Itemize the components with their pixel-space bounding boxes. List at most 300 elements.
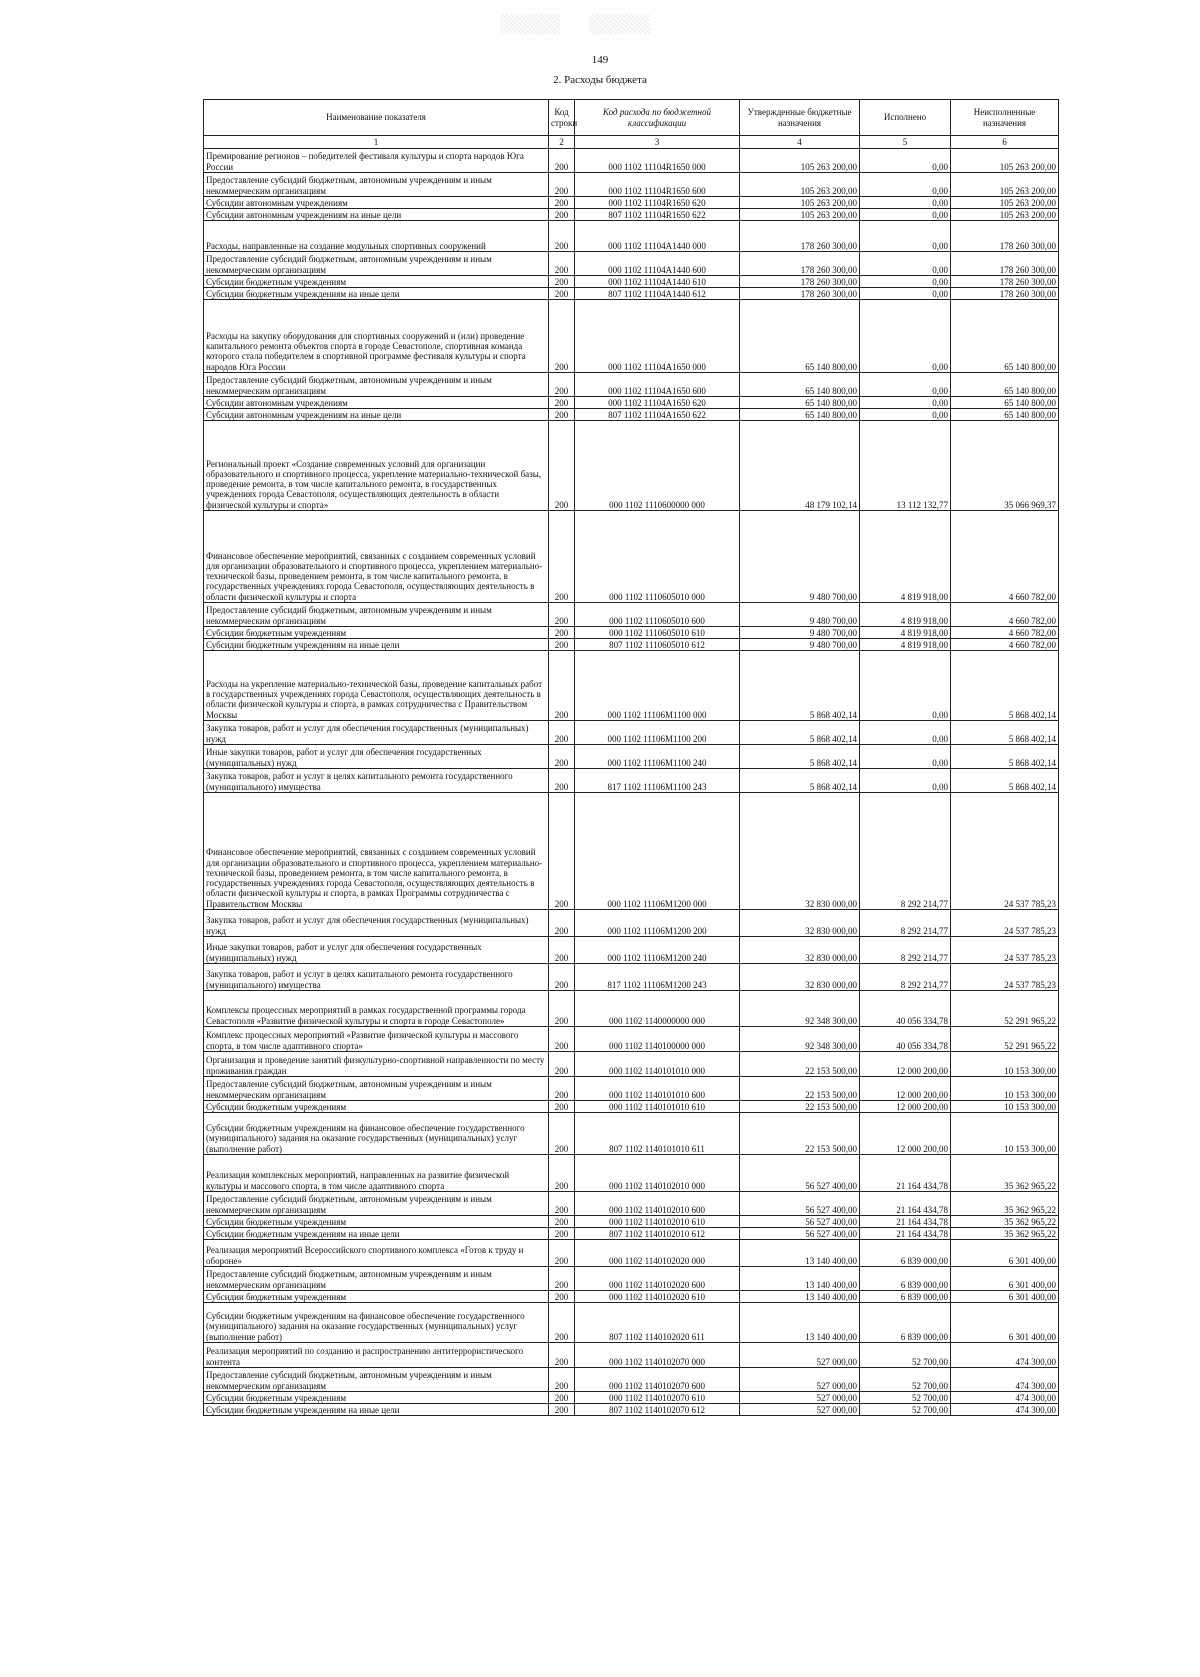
row-approved: 527 000,00 bbox=[740, 1368, 860, 1392]
row-budget-code: 000 1102 1140100000 000 bbox=[575, 1027, 740, 1052]
table-row bbox=[204, 991, 1059, 1027]
row-name: Комплекс процессных мероприятий «Развитие физической культуры и массового спорта, в том числе адаптивного спорта» bbox=[204, 1027, 549, 1052]
row-approved: 65 140 800,00 bbox=[740, 373, 860, 397]
row-unexecuted: 10 153 300,00 bbox=[951, 1077, 1059, 1101]
table-row bbox=[204, 300, 1059, 373]
row-unexecuted: 5 868 402,14 bbox=[951, 745, 1059, 769]
row-name: Субсидии автономным учреждениям на иные цели bbox=[204, 209, 549, 221]
row-approved: 527 000,00 bbox=[740, 1343, 860, 1368]
table-row bbox=[204, 288, 1059, 300]
row-line-code: 200 bbox=[549, 745, 575, 769]
row-executed: 52 700,00 bbox=[860, 1368, 951, 1392]
row-executed: 0,00 bbox=[860, 769, 951, 793]
row-executed: 6 839 000,00 bbox=[860, 1267, 951, 1291]
row-name: Расходы на закупку оборудования для спортивных сооружений и (или) проведение капитального ремонта объектов спорта в городе Севастополе, спортивная команда которого стала победителем в спортивной программе фестиваля культуры и спорта народов Юга России bbox=[204, 300, 549, 373]
row-executed: 4 819 918,00 bbox=[860, 603, 951, 627]
row-name: Региональный проект «Создание современных условий для организации образовательного и спортивного процесса, укрепление материально-технической базы, проведение ремонта, в том числе капитального ремонта, в государственных учреждениях города Севастополя, осуществляющих деятельность в области физической культуры и спорта» bbox=[204, 421, 549, 511]
row-line-code: 200 bbox=[549, 1392, 575, 1404]
table-row bbox=[204, 1303, 1059, 1343]
row-budget-code: 000 1102 11104A1440 000 bbox=[575, 221, 740, 252]
row-approved: 105 263 200,00 bbox=[740, 197, 860, 209]
row-budget-code: 000 1102 1140101010 600 bbox=[575, 1077, 740, 1101]
row-name: Предоставление субсидий бюджетным, автономным учреждениям и иным некоммерческим организациям bbox=[204, 373, 549, 397]
row-line-code: 200 bbox=[549, 603, 575, 627]
row-executed: 6 839 000,00 bbox=[860, 1303, 951, 1343]
row-approved: 5 868 402,14 bbox=[740, 769, 860, 793]
table-row bbox=[204, 1404, 1059, 1416]
row-approved: 9 480 700,00 bbox=[740, 511, 860, 603]
row-name: Финансовое обеспечение мероприятий, связанных с созданием современных условий для организации образовательного и спортивного процесса, укреплением материально-технической базы, проведением ремонта, в том числе капитального ремонта, в государственных учреждениях города Севастополя, осуществляющих деятельность в области физической культуры и спорта bbox=[204, 511, 549, 603]
row-budget-code: 000 1102 1140102020 600 bbox=[575, 1267, 740, 1291]
row-approved: 9 480 700,00 bbox=[740, 639, 860, 651]
row-executed: 13 112 132,77 bbox=[860, 421, 951, 511]
row-approved: 32 830 000,00 bbox=[740, 910, 860, 937]
row-unexecuted: 35 362 965,22 bbox=[951, 1155, 1059, 1192]
row-name: Финансовое обеспечение мероприятий, связанных с созданием современных условий для организации образовательного и спортивного процесса, укреплением материально-технической базы, проведением ремонта, в том числе капитального ремонта, в государственных учреждениях города Севастополя, осуществляющих деятельность в области физической культуры и спорта, в рамках Программы сотрудничества с Правительством Москвы bbox=[204, 793, 549, 910]
row-approved: 32 830 000,00 bbox=[740, 793, 860, 910]
row-executed: 21 164 434,78 bbox=[860, 1192, 951, 1216]
row-executed: 0,00 bbox=[860, 252, 951, 276]
row-unexecuted: 65 140 800,00 bbox=[951, 373, 1059, 397]
header-executed: Исполнено bbox=[860, 100, 951, 136]
scan-smudge bbox=[500, 14, 560, 34]
table-row bbox=[204, 1368, 1059, 1392]
row-budget-code: 000 1102 1140102010 000 bbox=[575, 1155, 740, 1192]
row-budget-code: 817 1102 11106M1200 243 bbox=[575, 964, 740, 991]
header-row bbox=[204, 100, 1059, 136]
table-row bbox=[204, 1027, 1059, 1052]
table-row bbox=[204, 373, 1059, 397]
row-approved: 56 527 400,00 bbox=[740, 1192, 860, 1216]
row-line-code: 200 bbox=[549, 721, 575, 745]
row-approved: 13 140 400,00 bbox=[740, 1303, 860, 1343]
row-unexecuted: 6 301 400,00 bbox=[951, 1303, 1059, 1343]
row-budget-code: 000 1102 1110600000 000 bbox=[575, 421, 740, 511]
row-unexecuted: 35 362 965,22 bbox=[951, 1216, 1059, 1228]
table-row bbox=[204, 745, 1059, 769]
row-budget-code: 000 1102 1110605010 000 bbox=[575, 511, 740, 603]
row-name: Субсидии автономным учреждениям bbox=[204, 397, 549, 409]
row-budget-code: 000 1102 11104A1440 600 bbox=[575, 252, 740, 276]
row-executed: 8 292 214,77 bbox=[860, 910, 951, 937]
row-unexecuted: 4 660 782,00 bbox=[951, 603, 1059, 627]
row-executed: 8 292 214,77 bbox=[860, 937, 951, 964]
row-unexecuted: 65 140 800,00 bbox=[951, 409, 1059, 421]
row-name: Закупка товаров, работ и услуг в целях капитального ремонта государственного (муниципального) имущества bbox=[204, 769, 549, 793]
row-line-code: 200 bbox=[549, 221, 575, 252]
row-approved: 5 868 402,14 bbox=[740, 651, 860, 721]
row-name: Предоставление субсидий бюджетным, автономным учреждениям и иным некоммерческим организациям bbox=[204, 252, 549, 276]
row-name: Закупка товаров, работ и услуг для обеспечения государственных (муниципальных) нужд bbox=[204, 910, 549, 937]
row-budget-code: 000 1102 1110605010 610 bbox=[575, 627, 740, 639]
row-name: Предоставление субсидий бюджетным, автономным учреждениям и иным некоммерческим организациям bbox=[204, 1192, 549, 1216]
row-unexecuted: 65 140 800,00 bbox=[951, 300, 1059, 373]
header-name: Наименование показателя bbox=[204, 100, 549, 136]
column-number: 1 bbox=[204, 136, 549, 149]
row-name: Субсидии бюджетным учреждениям bbox=[204, 276, 549, 288]
row-unexecuted: 105 263 200,00 bbox=[951, 173, 1059, 197]
row-unexecuted: 474 300,00 bbox=[951, 1343, 1059, 1368]
table-row bbox=[204, 721, 1059, 745]
row-unexecuted: 6 301 400,00 bbox=[951, 1240, 1059, 1267]
row-line-code: 200 bbox=[549, 991, 575, 1027]
row-name: Реализация мероприятий по созданию и распространению антитеррористического контента bbox=[204, 1343, 549, 1368]
header-budget-code: Код расхода по бюджетной классификации bbox=[575, 100, 740, 136]
row-budget-code: 807 1102 1140101010 611 bbox=[575, 1113, 740, 1155]
table-row bbox=[204, 276, 1059, 288]
row-name: Иные закупки товаров, работ и услуг для обеспечения государственных (муниципальных) нужд bbox=[204, 937, 549, 964]
row-unexecuted: 178 260 300,00 bbox=[951, 221, 1059, 252]
row-approved: 22 153 500,00 bbox=[740, 1052, 860, 1077]
row-approved: 65 140 800,00 bbox=[740, 300, 860, 373]
row-approved: 92 348 300,00 bbox=[740, 1027, 860, 1052]
row-approved: 9 480 700,00 bbox=[740, 603, 860, 627]
row-approved: 22 153 500,00 bbox=[740, 1101, 860, 1113]
row-line-code: 200 bbox=[549, 651, 575, 721]
row-budget-code: 000 1102 1140102010 600 bbox=[575, 1192, 740, 1216]
row-budget-code: 000 1102 1110605010 600 bbox=[575, 603, 740, 627]
row-name: Субсидии бюджетным учреждениям на иные цели bbox=[204, 639, 549, 651]
table-row bbox=[204, 1392, 1059, 1404]
row-unexecuted: 24 537 785,23 bbox=[951, 964, 1059, 991]
row-name: Закупка товаров, работ и услуг в целях капитального ремонта государственного (муниципального) имущества bbox=[204, 964, 549, 991]
row-approved: 48 179 102,14 bbox=[740, 421, 860, 511]
table-row bbox=[204, 937, 1059, 964]
row-line-code: 200 bbox=[549, 252, 575, 276]
row-name: Предоставление субсидий бюджетным, автономным учреждениям и иным некоммерческим организациям bbox=[204, 1267, 549, 1291]
expenditure-table bbox=[203, 99, 1059, 1416]
row-approved: 5 868 402,14 bbox=[740, 721, 860, 745]
row-budget-code: 000 1102 11106M1100 000 bbox=[575, 651, 740, 721]
row-executed: 21 164 434,78 bbox=[860, 1216, 951, 1228]
row-line-code: 200 bbox=[549, 409, 575, 421]
row-line-code: 200 bbox=[549, 373, 575, 397]
row-executed: 40 056 334,78 bbox=[860, 991, 951, 1027]
row-name: Предоставление субсидий бюджетным, автономным учреждениям и иным некоммерческим организациям bbox=[204, 1077, 549, 1101]
row-executed: 0,00 bbox=[860, 288, 951, 300]
row-executed: 12 000 200,00 bbox=[860, 1113, 951, 1155]
row-name: Субсидии бюджетным учреждениям на финансовое обеспечение государственного (муниципального) задания на оказание государственных (муниципальных) услуг (выполнение работ) bbox=[204, 1113, 549, 1155]
row-name: Предоставление субсидий бюджетным, автономным учреждениям и иным некоммерческим организациям bbox=[204, 1368, 549, 1392]
row-line-code: 200 bbox=[549, 1101, 575, 1113]
row-executed: 0,00 bbox=[860, 197, 951, 209]
row-name: Субсидии бюджетным учреждениям bbox=[204, 1392, 549, 1404]
row-line-code: 200 bbox=[549, 421, 575, 511]
row-line-code: 200 bbox=[549, 397, 575, 409]
table-row bbox=[204, 173, 1059, 197]
row-line-code: 200 bbox=[549, 1303, 575, 1343]
row-name: Предоставление субсидий бюджетным, автономным учреждениям и иным некоммерческим организациям bbox=[204, 173, 549, 197]
row-line-code: 200 bbox=[549, 1343, 575, 1368]
row-name: Закупка товаров, работ и услуг для обеспечения государственных (муниципальных) нужд bbox=[204, 721, 549, 745]
row-executed: 0,00 bbox=[860, 409, 951, 421]
row-approved: 32 830 000,00 bbox=[740, 937, 860, 964]
row-budget-code: 000 1102 1140102070 600 bbox=[575, 1368, 740, 1392]
row-line-code: 200 bbox=[549, 1228, 575, 1240]
row-executed: 0,00 bbox=[860, 651, 951, 721]
row-budget-code: 807 1102 11104A1440 612 bbox=[575, 288, 740, 300]
row-name: Субсидии автономным учреждениям на иные цели bbox=[204, 409, 549, 421]
row-budget-code: 817 1102 11106M1100 243 bbox=[575, 769, 740, 793]
row-budget-code: 000 1102 11104A1440 610 bbox=[575, 276, 740, 288]
row-approved: 22 153 500,00 bbox=[740, 1077, 860, 1101]
row-budget-code: 807 1102 11104A1650 622 bbox=[575, 409, 740, 421]
row-unexecuted: 35 362 965,22 bbox=[951, 1192, 1059, 1216]
row-unexecuted: 474 300,00 bbox=[951, 1404, 1059, 1416]
row-unexecuted: 474 300,00 bbox=[951, 1392, 1059, 1404]
row-unexecuted: 35 362 965,22 bbox=[951, 1228, 1059, 1240]
table-row bbox=[204, 1291, 1059, 1303]
row-line-code: 200 bbox=[549, 300, 575, 373]
row-unexecuted: 5 868 402,14 bbox=[951, 769, 1059, 793]
row-budget-code: 000 1102 1140101010 610 bbox=[575, 1101, 740, 1113]
row-unexecuted: 10 153 300,00 bbox=[951, 1052, 1059, 1077]
row-name: Расходы, направленные на создание модульных спортивных сооружений bbox=[204, 221, 549, 252]
row-executed: 4 819 918,00 bbox=[860, 511, 951, 603]
row-line-code: 200 bbox=[549, 639, 575, 651]
row-line-code: 200 bbox=[549, 1216, 575, 1228]
row-executed: 0,00 bbox=[860, 397, 951, 409]
table-row bbox=[204, 769, 1059, 793]
row-unexecuted: 10 153 300,00 bbox=[951, 1113, 1059, 1155]
row-name: Субсидии бюджетным учреждениям bbox=[204, 1291, 549, 1303]
row-budget-code: 807 1102 1140102020 611 bbox=[575, 1303, 740, 1343]
row-approved: 56 527 400,00 bbox=[740, 1228, 860, 1240]
row-executed: 52 700,00 bbox=[860, 1404, 951, 1416]
row-unexecuted: 24 537 785,23 bbox=[951, 793, 1059, 910]
row-line-code: 200 bbox=[549, 793, 575, 910]
row-executed: 12 000 200,00 bbox=[860, 1052, 951, 1077]
row-budget-code: 000 1102 11104R1650 600 bbox=[575, 173, 740, 197]
table-body bbox=[204, 149, 1059, 1416]
row-approved: 527 000,00 bbox=[740, 1392, 860, 1404]
row-budget-code: 000 1102 1140102020 000 bbox=[575, 1240, 740, 1267]
row-budget-code: 000 1102 11106M1100 200 bbox=[575, 721, 740, 745]
row-budget-code: 000 1102 11106M1100 240 bbox=[575, 745, 740, 769]
table-row bbox=[204, 1240, 1059, 1267]
row-unexecuted: 5 868 402,14 bbox=[951, 721, 1059, 745]
row-line-code: 200 bbox=[549, 1267, 575, 1291]
row-line-code: 200 bbox=[549, 276, 575, 288]
row-budget-code: 000 1102 1140000000 000 bbox=[575, 991, 740, 1027]
table-row bbox=[204, 627, 1059, 639]
table-row bbox=[204, 1267, 1059, 1291]
table-row bbox=[204, 149, 1059, 173]
row-unexecuted: 52 291 965,22 bbox=[951, 1027, 1059, 1052]
row-budget-code: 000 1102 11106M1200 200 bbox=[575, 910, 740, 937]
column-number: 3 bbox=[575, 136, 740, 149]
row-unexecuted: 52 291 965,22 bbox=[951, 991, 1059, 1027]
row-name: Субсидии бюджетным учреждениям на финансовое обеспечение государственного (муниципального) задания на оказание государственных (муниципальных) услуг (выполнение работ) bbox=[204, 1303, 549, 1343]
row-line-code: 200 bbox=[549, 769, 575, 793]
row-unexecuted: 4 660 782,00 bbox=[951, 627, 1059, 639]
table-row bbox=[204, 1192, 1059, 1216]
row-name: Предоставление субсидий бюджетным, автономным учреждениям и иным некоммерческим организациям bbox=[204, 603, 549, 627]
header-approved: Утвержденные бюджетные назначения bbox=[740, 100, 860, 136]
row-line-code: 200 bbox=[549, 149, 575, 173]
row-budget-code: 000 1102 11104A1650 600 bbox=[575, 373, 740, 397]
row-executed: 0,00 bbox=[860, 745, 951, 769]
row-name: Субсидии бюджетным учреждениям bbox=[204, 1216, 549, 1228]
row-executed: 0,00 bbox=[860, 221, 951, 252]
row-name: Расходы на укрепление материально-технической базы, проведение капитальных работ в государственных учреждениях города Севастополя, осуществляющих деятельность в области физической культуры и спорта, в рамках сотрудничества с Правительством Москвы bbox=[204, 651, 549, 721]
row-line-code: 200 bbox=[549, 1155, 575, 1192]
table-row bbox=[204, 209, 1059, 221]
row-unexecuted: 178 260 300,00 bbox=[951, 288, 1059, 300]
row-executed: 21 164 434,78 bbox=[860, 1155, 951, 1192]
row-line-code: 200 bbox=[549, 910, 575, 937]
row-budget-code: 807 1102 1140102070 612 bbox=[575, 1404, 740, 1416]
table-row bbox=[204, 793, 1059, 910]
page-number: 149 bbox=[591, 54, 609, 66]
row-budget-code: 000 1102 1140101010 000 bbox=[575, 1052, 740, 1077]
table-row bbox=[204, 511, 1059, 603]
row-line-code: 200 bbox=[549, 937, 575, 964]
row-line-code: 200 bbox=[549, 964, 575, 991]
column-number: 2 bbox=[549, 136, 575, 149]
row-line-code: 200 bbox=[549, 1192, 575, 1216]
row-approved: 178 260 300,00 bbox=[740, 288, 860, 300]
row-approved: 9 480 700,00 bbox=[740, 627, 860, 639]
row-line-code: 200 bbox=[549, 1240, 575, 1267]
row-approved: 178 260 300,00 bbox=[740, 276, 860, 288]
row-approved: 65 140 800,00 bbox=[740, 397, 860, 409]
row-name: Премирование регионов – победителей фестиваля культуры и спорта народов Юга России bbox=[204, 149, 549, 173]
row-executed: 8 292 214,77 bbox=[860, 793, 951, 910]
row-name: Субсидии бюджетным учреждениям на иные цели bbox=[204, 1404, 549, 1416]
row-budget-code: 000 1102 1140102070 000 bbox=[575, 1343, 740, 1368]
table-row bbox=[204, 1343, 1059, 1368]
row-line-code: 200 bbox=[549, 1404, 575, 1416]
row-executed: 6 839 000,00 bbox=[860, 1240, 951, 1267]
row-unexecuted: 4 660 782,00 bbox=[951, 511, 1059, 603]
table-row bbox=[204, 252, 1059, 276]
row-approved: 92 348 300,00 bbox=[740, 991, 860, 1027]
row-approved: 56 527 400,00 bbox=[740, 1216, 860, 1228]
row-name: Реализация мероприятий Всероссийского спортивного комплекса «Готов к труду и обороне» bbox=[204, 1240, 549, 1267]
row-executed: 0,00 bbox=[860, 373, 951, 397]
row-line-code: 200 bbox=[549, 209, 575, 221]
row-executed: 0,00 bbox=[860, 300, 951, 373]
row-line-code: 200 bbox=[549, 511, 575, 603]
header-line-code: Код строки bbox=[549, 100, 575, 136]
row-unexecuted: 4 660 782,00 bbox=[951, 639, 1059, 651]
table-row bbox=[204, 639, 1059, 651]
row-approved: 13 140 400,00 bbox=[740, 1240, 860, 1267]
row-budget-code: 000 1102 11104R1650 000 bbox=[575, 149, 740, 173]
row-unexecuted: 24 537 785,23 bbox=[951, 937, 1059, 964]
row-executed: 21 164 434,78 bbox=[860, 1228, 951, 1240]
row-line-code: 200 bbox=[549, 1077, 575, 1101]
row-executed: 0,00 bbox=[860, 209, 951, 221]
row-unexecuted: 65 140 800,00 bbox=[951, 397, 1059, 409]
page-title: 2. Расходы бюджета bbox=[553, 74, 647, 86]
row-approved: 527 000,00 bbox=[740, 1404, 860, 1416]
row-approved: 105 263 200,00 bbox=[740, 173, 860, 197]
row-approved: 5 868 402,14 bbox=[740, 745, 860, 769]
header-unexecuted: Неисполненные назначения bbox=[951, 100, 1059, 136]
row-name: Субсидии бюджетным учреждениям bbox=[204, 627, 549, 639]
row-approved: 65 140 800,00 bbox=[740, 409, 860, 421]
row-executed: 8 292 214,77 bbox=[860, 964, 951, 991]
table-row bbox=[204, 397, 1059, 409]
row-executed: 0,00 bbox=[860, 276, 951, 288]
table-row bbox=[204, 409, 1059, 421]
row-budget-code: 807 1102 11104R1650 622 bbox=[575, 209, 740, 221]
row-executed: 12 000 200,00 bbox=[860, 1101, 951, 1113]
table-row bbox=[204, 964, 1059, 991]
table-row bbox=[204, 1077, 1059, 1101]
column-number-row bbox=[204, 136, 1059, 149]
row-line-code: 200 bbox=[549, 173, 575, 197]
row-approved: 56 527 400,00 bbox=[740, 1155, 860, 1192]
row-approved: 13 140 400,00 bbox=[740, 1291, 860, 1303]
row-unexecuted: 6 301 400,00 bbox=[951, 1291, 1059, 1303]
row-executed: 0,00 bbox=[860, 721, 951, 745]
row-executed: 0,00 bbox=[860, 173, 951, 197]
row-name: Субсидии бюджетным учреждениям на иные цели bbox=[204, 1228, 549, 1240]
table-row bbox=[204, 421, 1059, 511]
row-unexecuted: 178 260 300,00 bbox=[951, 276, 1059, 288]
row-budget-code: 807 1102 1140102010 612 bbox=[575, 1228, 740, 1240]
column-number: 5 bbox=[860, 136, 951, 149]
table-row bbox=[204, 910, 1059, 937]
row-unexecuted: 474 300,00 bbox=[951, 1368, 1059, 1392]
row-line-code: 200 bbox=[549, 1291, 575, 1303]
table-row bbox=[204, 221, 1059, 252]
table-row bbox=[204, 1101, 1059, 1113]
row-budget-code: 000 1102 11106M1200 240 bbox=[575, 937, 740, 964]
row-unexecuted: 105 263 200,00 bbox=[951, 197, 1059, 209]
row-budget-code: 000 1102 11106M1200 000 bbox=[575, 793, 740, 910]
row-unexecuted: 24 537 785,23 bbox=[951, 910, 1059, 937]
row-line-code: 200 bbox=[549, 1052, 575, 1077]
row-name: Комплексы процессных мероприятий в рамках государственной программы города Севастополя «Развитие физической культуры и спорта в городе Севастополе» bbox=[204, 991, 549, 1027]
table-row bbox=[204, 1155, 1059, 1192]
row-name: Субсидии бюджетным учреждениям bbox=[204, 1101, 549, 1113]
row-executed: 40 056 334,78 bbox=[860, 1027, 951, 1052]
row-line-code: 200 bbox=[549, 1027, 575, 1052]
scan-smudge bbox=[590, 14, 650, 34]
row-executed: 4 819 918,00 bbox=[860, 627, 951, 639]
row-unexecuted: 178 260 300,00 bbox=[951, 252, 1059, 276]
column-number: 4 bbox=[740, 136, 860, 149]
row-name: Субсидии бюджетным учреждениям на иные цели bbox=[204, 288, 549, 300]
row-unexecuted: 6 301 400,00 bbox=[951, 1267, 1059, 1291]
table-row bbox=[204, 603, 1059, 627]
table-row bbox=[204, 1113, 1059, 1155]
row-line-code: 200 bbox=[549, 197, 575, 209]
row-unexecuted: 35 066 969,37 bbox=[951, 421, 1059, 511]
row-unexecuted: 105 263 200,00 bbox=[951, 209, 1059, 221]
row-budget-code: 000 1102 11104R1650 620 bbox=[575, 197, 740, 209]
row-executed: 6 839 000,00 bbox=[860, 1291, 951, 1303]
row-name: Реализация комплексных мероприятий, направленных на развитие физической культуры и массового спорта, в том числе адаптивного спорта bbox=[204, 1155, 549, 1192]
row-line-code: 200 bbox=[549, 288, 575, 300]
row-budget-code: 000 1102 11104A1650 000 bbox=[575, 300, 740, 373]
row-line-code: 200 bbox=[549, 1368, 575, 1392]
row-approved: 105 263 200,00 bbox=[740, 149, 860, 173]
row-approved: 32 830 000,00 bbox=[740, 964, 860, 991]
row-name: Иные закупки товаров, работ и услуг для обеспечения государственных (муниципальных) нужд bbox=[204, 745, 549, 769]
row-executed: 52 700,00 bbox=[860, 1343, 951, 1368]
row-unexecuted: 105 263 200,00 bbox=[951, 149, 1059, 173]
row-approved: 13 140 400,00 bbox=[740, 1267, 860, 1291]
row-executed: 0,00 bbox=[860, 149, 951, 173]
table-row bbox=[204, 1052, 1059, 1077]
table-row bbox=[204, 651, 1059, 721]
row-budget-code: 000 1102 11104A1650 620 bbox=[575, 397, 740, 409]
